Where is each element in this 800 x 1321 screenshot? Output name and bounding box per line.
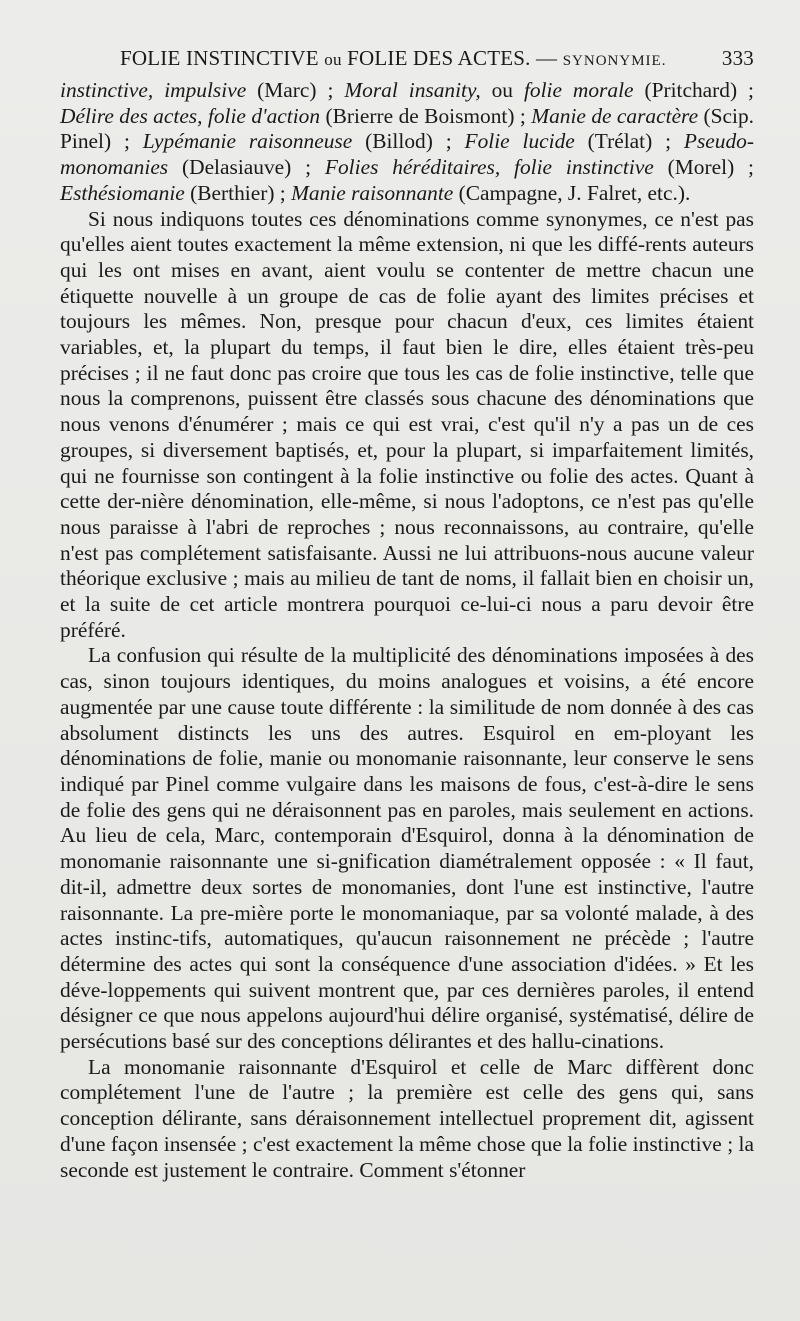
paragraph-confusion: La confusion qui résulte de la multiplicité des dénominations imposées à des cas, sinon toujours identiques, du moins analogues et voisins, a été encore augmentée par une cause toute différente : la similitude de nom donnée à des cas absolument distincts les uns des autres. Esquirol en em-ployant les dénominations de folie, manie ou monomanie raisonnante, leur conserve le sens indiqué par Pinel comme vulgaire dans les maisons de fous, c'est-à-dire le sens de folie des gens qui ne déraisonnent pas en paroles, mais seulement en actions. Au lieu de cela, Marc, contemporain d'Esquirol, donna à la dénomination de monomanie raisonnante une si-gnification diamétralement opposée : « Il faut, dit-il, admettre deux sortes de monomanies, dont l'une est instinctive, l'autre raisonnante. La pre-mière porte le monomaniaque, par sa volonté malade, à des actes instinc-tifs, automatiques, qu'aucun raisonnement ne précède ; l'autre détermine des actes qui sont la conséquence d'une association d'idées. » Et les déve-loppements qui suivent montrent que, par ces dernières paroles, il entend désigner ce que nous appelons aujourd'hui délire organisé, systématisé, délire de persécutions basé sur des conceptions délirantes et des hallu-cinations. xyxy=(60,643,754,1054)
paragraph-denominations: Si nous indiquons toutes ces dénominations comme synonymes, ce n'est pas qu'elles aient toutes exactement la même extension, ni que les diffé-rents auteurs qui les ont mises en avant, aient voulu se contenter de mettre chacun une étiquette nouvelle à un groupe de cas de folie ayant des limites précises et toujours les mêmes. Non, presque pour chacun d'eux, ces limites étaient variables, et, la plupart du temps, il faut bien le dire, elles étaient très-peu précises ; il ne faut donc pas croire que tous les cas de folie instinctive, telle que nous la comprenons, puissent être classés sous chacune des dénominations que nous venons d'énumérer ; mais ce qui est vrai, c'est qu'il n'y a pas un de ces groupes, si diversement baptisés, et, pour la plupart, si imparfaitement limités, qui ne fournisse son contingent à la folie instinctive ou folie des actes. Quant à cette der-nière dénomination, elle-même, si nous l'adoptons, ce n'est pas qu'elle nous paraisse à l'abri de reproches ; nous reconnaissons, au contraire, qu'elle n'est pas complétement satisfaisante. Aussi ne lui attribuons-nous aucune valeur théorique exclusive ; mais au milieu de tant de noms, il fallait bien en choisir un, et la suite de cet article montrera pourquoi ce-lui-ci nous a paru devoir être préféré. xyxy=(60,206,754,642)
page-number: 333 xyxy=(721,46,754,70)
title-conjunction: ou xyxy=(324,50,342,69)
title-part-1: FOLIE INSTINCTIVE xyxy=(120,46,319,70)
running-title xyxy=(120,46,666,71)
paragraph-esquirol-marc: La monomanie raisonnante d'Esquirol et celle de Marc diffèrent donc complétement l'une de l'autre ; la première est celle des gens qui, sans conception délirante, sans déraisonnement intellectuel proprement dit, agissent d'une façon insensée ; c'est exactement la même chose que la folie instinctive ; la seconde est justement le contraire. Comment s'étonner xyxy=(60,1054,754,1182)
title-dash: — xyxy=(536,46,558,70)
paragraph-synonym-list: instinctive, impulsive (Marc) ; Moral insanity, ou folie morale (Pritchard) ; Délire des actes, folie d'action (Brierre de Boismont) ; Manie de caractère (Scip. Pinel) ; Lypémanie raisonneuse (Billod) ; Folie lucide (Trélat) ; Pseudo-monomanies (Delasiauve) ; Folies héréditaires, folie instinctive (Morel) ; Esthésiomanie (Berthier) ; Manie raisonnante (Campagne, J. Falret, etc.). xyxy=(60,78,755,205)
section-name: SYNONYMIE. xyxy=(562,53,667,69)
running-header xyxy=(60,40,754,78)
body-text xyxy=(60,78,754,1183)
title-part-2: FOLIE DES ACTES. xyxy=(347,46,531,70)
